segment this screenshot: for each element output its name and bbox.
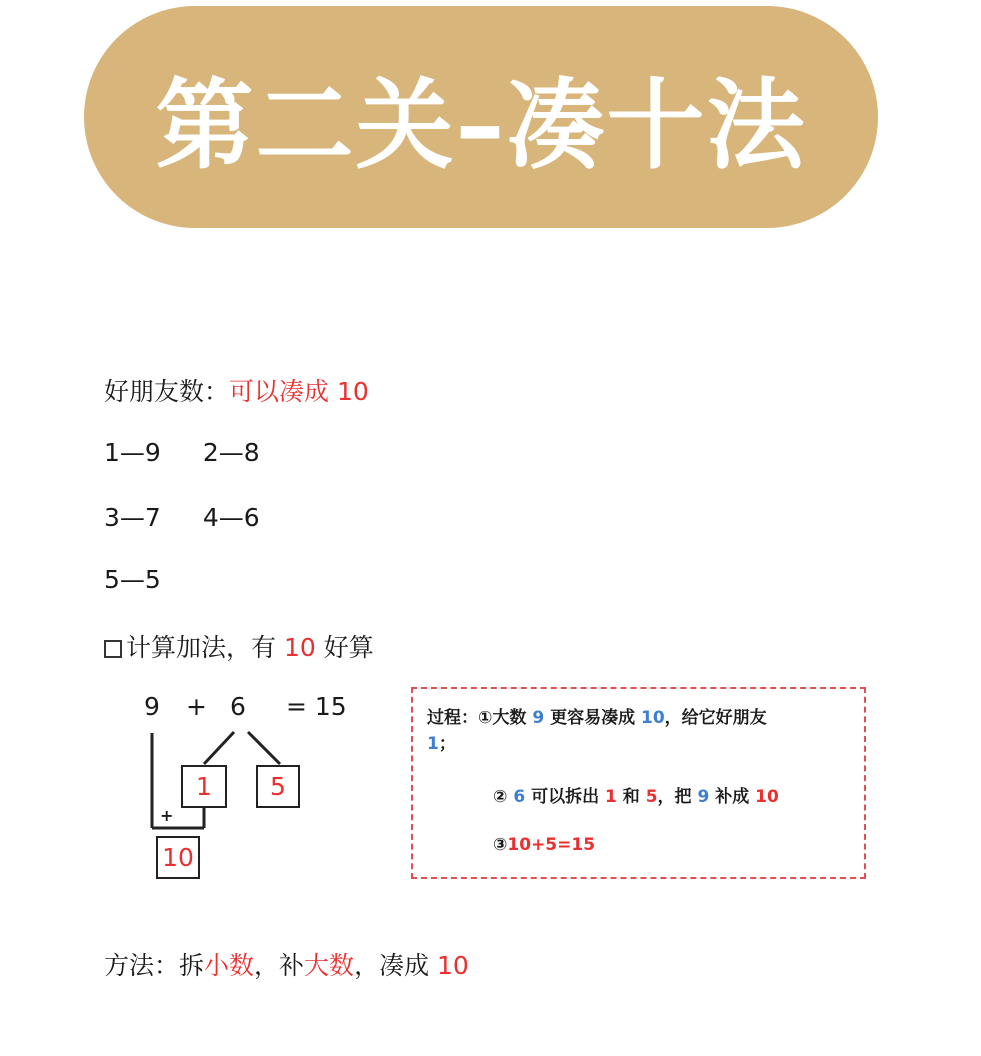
pairs-row-3 [104, 565, 161, 594]
process-text: 可以拆出 [525, 787, 605, 807]
pairs-row-2 [104, 503, 260, 532]
addend-b: 6 [230, 692, 246, 721]
process-step-1 [427, 703, 767, 728]
split-box-right: 5 [256, 765, 300, 808]
method-text: 方法：拆 [104, 951, 205, 980]
friend-numbers-label: 好朋友数： [104, 377, 230, 406]
method-highlight: 大数 [304, 951, 355, 980]
result: = 15 [286, 692, 347, 721]
process-num: 1 [605, 787, 617, 807]
process-text: 和 [616, 787, 646, 807]
pair: 2—8 [202, 438, 260, 467]
process-num: 10+5=15 [507, 835, 596, 855]
process-step-2 [493, 782, 779, 807]
pair: 5—5 [104, 565, 161, 594]
process-text: 更容易凑成 [544, 708, 641, 728]
process-text: 过程：①大数 [427, 708, 533, 728]
process-step-3 [493, 835, 595, 855]
process-text: ③ [493, 835, 508, 855]
friend-numbers-line [104, 372, 369, 408]
sum-box: 10 [156, 836, 200, 879]
method-highlight: 10 [437, 951, 469, 980]
process-num: 9 [697, 787, 710, 807]
method-line [104, 946, 469, 982]
small-plus: + [160, 806, 174, 825]
process-text: ； [438, 734, 456, 754]
split-diagram [130, 680, 390, 900]
friend-numbers-highlight: 可以凑成 10 [229, 377, 369, 406]
process-num: 10 [755, 787, 779, 807]
method-text: ，凑成 [354, 951, 438, 980]
title-banner [84, 6, 878, 228]
process-step-1-cont [427, 729, 456, 754]
method-text: ，补 [254, 951, 305, 980]
process-box [411, 687, 866, 879]
split-box-left: 1 [181, 765, 227, 808]
process-num: 9 [532, 708, 545, 728]
process-text: 补成 [709, 787, 756, 807]
tip-number: 10 [283, 633, 316, 662]
process-text: ② [493, 787, 514, 807]
process-text: ，给它好朋友 [664, 708, 767, 728]
tip-prefix: 计算加法，有 [126, 633, 284, 662]
pair: 3—7 [104, 503, 161, 532]
pairs-row-1 [104, 438, 260, 467]
pair: 4—6 [202, 503, 260, 532]
plus-sign: + [186, 692, 207, 721]
tip-line [104, 628, 374, 664]
method-highlight: 小数 [204, 951, 255, 980]
process-num: 10 [641, 708, 665, 728]
pair: 1—9 [104, 438, 161, 467]
process-num: 1 [427, 734, 439, 754]
page-title: 第二关–凑十法 [155, 68, 807, 183]
process-num: 5 [645, 787, 658, 807]
tip-suffix: 好算 [315, 633, 374, 662]
process-num: 6 [513, 787, 526, 807]
process-text: ，把 [657, 787, 698, 807]
addend-a: 9 [144, 692, 160, 721]
checkbox-square-icon [104, 640, 122, 658]
